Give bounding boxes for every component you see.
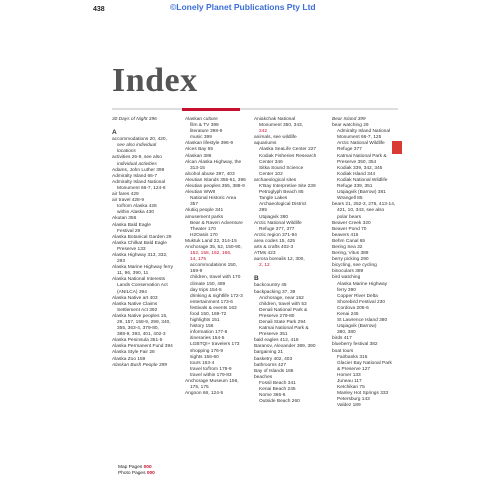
- index-entry: 380, 380: [337, 330, 356, 336]
- index-column-4: [332, 117, 404, 410]
- index-entry: 29, 157, 158-9, 299, 340,: [117, 320, 171, 325]
- index-entry: National Historic Area: [190, 196, 237, 202]
- index-entry: highlights 151: [190, 318, 220, 324]
- index-entry: Manley Hot Springs 333: [337, 391, 389, 397]
- index-entry: Alaska Marine Highway: [337, 281, 388, 287]
- index-entry: Alutiiq people 341: [185, 208, 224, 214]
- index-entry: Preserve 133: [117, 246, 146, 252]
- index-entry: Adams, John Luther 399: [112, 167, 165, 173]
- index-entry: Anchorage 35, 52, 150-90,: [185, 244, 242, 250]
- index-entry: 421, 10, 343, see also: [337, 208, 385, 214]
- index-entry: itineraries 154-5: [190, 336, 225, 342]
- index-entry: Beaver Creek 320: [332, 220, 371, 226]
- index-entry: Juneau 117: [337, 379, 362, 385]
- index-entry: festivals & events 163: [190, 305, 237, 311]
- index-entry: Katmai National Park &: [259, 326, 309, 332]
- index-column-1: [112, 117, 176, 369]
- index-entry: beavers 415: [332, 232, 359, 238]
- index-entry: bald eagles 412, 418: [254, 338, 299, 344]
- index-letter-heading: A: [112, 129, 117, 137]
- index-entry: music 399: [190, 135, 212, 141]
- index-entry: aquariums: [254, 141, 277, 147]
- index-entry: Alaska Native peoples 15,: [112, 313, 168, 319]
- index-entry: history 156: [190, 324, 214, 330]
- index-entry: Refuge 377, 377: [259, 226, 295, 232]
- index-entry: within Alaska 430: [117, 210, 155, 216]
- legend-map-pages: Map Pages 000: [118, 465, 152, 470]
- page-title: Index: [112, 62, 198, 99]
- index-entry: see also individual: [117, 143, 157, 149]
- index-entry: boat tours: [332, 348, 354, 354]
- index-entry: food 150, 169-72: [190, 312, 227, 317]
- index-entry: bathrooms 427: [254, 362, 286, 368]
- index-entry: Monument 66-7, 124-6: [117, 185, 166, 191]
- index-entry: Valdez 189: [337, 403, 361, 409]
- index-entry: aurora borealis 12, 300,: [254, 257, 305, 263]
- index-entry: Baranov, Alexander 389, 390: [254, 344, 316, 350]
- legend: [118, 465, 155, 477]
- index-entry: ferry 390: [337, 287, 356, 293]
- index-entry: travel to/from 178-9: [190, 366, 232, 372]
- title-accent-rule: [182, 108, 240, 111]
- index-entry: Monument 350, 343,: [259, 123, 304, 129]
- index-entry: backcountry 45: [254, 283, 287, 289]
- index-entry: Monument 66-7, 125: [337, 135, 382, 141]
- index-entry: Aleutian Islands 355-61, 396: [185, 177, 246, 183]
- index-entry: Kodiak Fisheries Research: [259, 153, 317, 159]
- index-column-2: [185, 117, 245, 397]
- index-entry: Kodiak Island 344: [337, 171, 376, 177]
- index-entry: locations: [117, 149, 136, 155]
- index-entry: information 177-8: [190, 330, 228, 336]
- index-entry: activities 26-9, see also: [112, 155, 162, 161]
- index-entry: Sitka Sound Science: [259, 165, 304, 171]
- index-entry: alcohol abuse 397, 403: [185, 171, 235, 177]
- index-entry: 357: [190, 202, 199, 208]
- index-entry: climate 150, 489: [190, 281, 226, 287]
- index-entry: Aleutian peoples 355, 388-9: [185, 184, 245, 190]
- index-entry: beaches: [254, 374, 273, 380]
- index-entry: Kenai Beach 245: [259, 387, 296, 393]
- index-entry: Kodiak 339, 342, 345: [337, 165, 383, 171]
- index-entry: Muktuk Land 22, 314-15: [185, 238, 237, 244]
- index-entry: Alaska Native Claims: [112, 301, 158, 307]
- index-entry: Cordova 205-6: [337, 305, 369, 311]
- index-entry: Refuge 377: [337, 147, 362, 153]
- index-entry: Aleutian WWII: [185, 190, 216, 196]
- index-entry: travel within 179-83: [190, 372, 232, 378]
- index-entry: 295: [259, 208, 268, 214]
- index-entry: 14, 175: [190, 257, 207, 263]
- index-entry: Utqiagvik 380: [259, 214, 289, 220]
- index-entry: Alaska Marine Highway ferry: [112, 265, 174, 271]
- index-entry: Archaeological District: [259, 202, 307, 208]
- legend-photo-pages: Photo Pages 000: [118, 471, 155, 476]
- index-entry: Alaska SeaLife Center 227: [259, 147, 317, 153]
- index-entry: Admiralty Island National: [112, 179, 166, 185]
- index-entry: Beaver Pond 70: [332, 226, 367, 232]
- title-rule: [112, 108, 398, 110]
- index-entry: St Lawrence Island 380: [337, 318, 388, 324]
- index-entry: Glacier Bay National Park: [337, 360, 392, 366]
- index-entry: Denali State Park 294: [259, 320, 306, 325]
- index-entry: Kenai 245: [337, 312, 359, 317]
- index-entry: Bear & Raven Adventure: [190, 220, 243, 226]
- index-entry: Katmai National Park &: [337, 153, 387, 159]
- index-entry: K'Bay Interpretive Site 239: [259, 184, 316, 190]
- index-entry: Theater 170: [190, 226, 216, 232]
- index-entry: Anchorage Museum 156,: [185, 379, 239, 385]
- index-entry: accommodations 20, 420,: [112, 137, 167, 143]
- index-entry: Petroglyph Beach 85: [259, 190, 304, 196]
- index-entry: Angoon 66, 124-5: [185, 391, 224, 397]
- index-entry: 152, 158, 162, 166,: [190, 251, 232, 257]
- index-entry: Fairbanks 315: [337, 354, 368, 360]
- index-entry: individual activities: [117, 161, 157, 167]
- index-entry: Utqiagvik (Barrow) 381: [337, 190, 386, 196]
- index-entry: arts & crafts 402-3: [254, 244, 294, 250]
- page-number: 438: [93, 6, 105, 13]
- index-entry: archaeological sites: [254, 177, 297, 183]
- publisher-watermark: ©Lonely Planet Publications Pty Ltd: [170, 2, 316, 12]
- index-entry: 2, 12: [259, 263, 270, 269]
- index-entry: Behm Canal 65: [332, 238, 366, 244]
- index-entry: 313-15: [190, 165, 205, 171]
- index-entry: Alaska Zoo 159: [112, 356, 146, 362]
- index-entry: Alaska National Interests: [112, 277, 166, 283]
- index-entry: film & TV 399: [190, 123, 219, 129]
- section-thumb-tab: [392, 141, 402, 154]
- index-entry: birds 417: [332, 336, 352, 342]
- index-entry: bird watching: [332, 275, 361, 281]
- index-entry: Bay of Islands 186: [254, 368, 294, 374]
- index-entry: 11, 96, 390, 11: [117, 271, 149, 277]
- index-column-3: [254, 117, 324, 405]
- index-entry: day trips 154-5: [190, 287, 222, 293]
- index-entry: Arctic region 371-94: [254, 232, 297, 238]
- index-entry: drinking & nightlife 172-3: [190, 293, 243, 299]
- index-entry: Preserve 351: [259, 332, 288, 338]
- index-entry: Arctic National Wildlife: [254, 220, 302, 226]
- index-entry: Bering, Vitus 389: [332, 251, 369, 257]
- index-entry: Alaska Chilkat Bald Eagle: [112, 240, 167, 246]
- index-entry: Alaska Permanent Fund 394: [112, 344, 173, 350]
- index-entry: Kodiak National Wildlife: [337, 177, 388, 183]
- index-entry: Bering Sea 32: [332, 244, 363, 250]
- index-entry: Alcan Alaska Highway, the: [185, 159, 242, 165]
- index-entry: Tangle Lakes: [259, 196, 288, 202]
- index-entry: 169-9: [190, 269, 203, 275]
- index-entry: Outside Beach 260: [259, 399, 300, 405]
- index-entry: ATMs 423: [254, 251, 276, 257]
- index-entry: Preserve 279-80: [259, 313, 295, 319]
- index-entry: (ANILCA) 394: [117, 289, 147, 295]
- index-entry: Alaska Style Fair 28: [112, 350, 155, 356]
- index-entry: Alces Bay 65: [185, 147, 213, 153]
- index-entry: berry picking 290: [332, 257, 369, 263]
- index-entry: Nome 365-6: [259, 393, 286, 399]
- index-entry: Alaskan Bush People 399: [112, 362, 167, 368]
- index-entry: air fares 429: [112, 192, 139, 198]
- index-entry: Center 346: [259, 159, 283, 165]
- index-entry: Alaskan culture: [185, 117, 218, 122]
- index-entry: LGBTQI+ travelers 173: [190, 342, 240, 348]
- index-entry: entertainment 173-6: [190, 299, 233, 305]
- index-entry: Wrangell 85: [337, 196, 363, 202]
- index-entry: Center 102: [259, 171, 283, 177]
- index-entry: Preserve 350, 354: [337, 159, 377, 165]
- index-entry: Utqiagvik (Barrow): [337, 324, 377, 330]
- index-entry: basketry 402, 403: [254, 356, 293, 362]
- index-entry: bargaining 21: [254, 350, 284, 356]
- index-entry: Lands Conservation Act: [117, 283, 168, 289]
- index-letter-heading: B: [254, 275, 259, 283]
- index-entry: children, travel with 170: [190, 275, 241, 281]
- index-entry: Alaska Native art 403: [112, 295, 158, 301]
- index-entry: 355, 363-4, 379-80,: [117, 326, 159, 332]
- index-entry: Alaska Peninsula 351-5: [112, 338, 163, 344]
- index-entry: blueberry festival 382: [332, 342, 378, 348]
- index-entry: literature 398-9: [190, 129, 223, 135]
- index-entry: binoculars 389: [332, 269, 364, 275]
- index-entry: 242: [259, 129, 268, 135]
- index-entry: tours 163-4: [190, 360, 215, 366]
- index-entry: Ketchikan 75: [337, 385, 365, 391]
- index-entry: Alaskan lifestyle 396-9: [185, 141, 233, 147]
- index-entry: & Preserve 127: [337, 366, 371, 372]
- index-entry: area codes 15, 425: [254, 238, 296, 244]
- index-entry: Alaska Highway 313, 332,: [112, 252, 168, 258]
- index-entry: 175, 175: [190, 385, 209, 391]
- index-entry: shopping 176-9: [190, 348, 224, 354]
- index-entry: Bear Island 399: [332, 117, 366, 122]
- index-entry: amusement parks: [185, 214, 224, 220]
- index-entry: air travel 428-9: [112, 198, 144, 204]
- index-entry: Petersburg 143: [337, 397, 370, 403]
- index-entry: Alaska Bald Eagle: [112, 222, 151, 228]
- index-entry: accommodations 150,: [190, 263, 237, 269]
- index-entry: Anchorage, near 152: [259, 295, 304, 301]
- index-entry: 388-9, 393, 401, 402-3: [117, 332, 166, 338]
- index-entry: H2Oasis 170: [190, 232, 218, 238]
- index-entry: sights 156-60: [190, 354, 219, 360]
- index-entry: Shorebird Festival 230: [337, 299, 385, 305]
- index-entry: 30 Days of Night 396: [112, 117, 157, 122]
- index-entry: Alaska Botanical Garden 29: [112, 234, 172, 240]
- index-entry: Aniakchak National: [254, 117, 296, 122]
- index-entry: bicycling, see cycling: [332, 263, 377, 269]
- index-entry: Arctic National Wildlife: [337, 141, 385, 147]
- index-entry: Admiralty Island 66-7: [112, 173, 158, 179]
- index-entry: to/from Alaska 428: [117, 204, 157, 210]
- index-entry: polar bears: [337, 214, 361, 220]
- index-entry: animals, see wildlife: [254, 135, 297, 141]
- index-entry: Refuge 339, 351: [337, 184, 373, 190]
- index-entry: children, travel with 53: [259, 301, 307, 307]
- index-entry: Copper River Delta: [337, 293, 378, 299]
- index-entry: Settlement Act 392: [117, 307, 158, 313]
- index-entry: 293: [117, 259, 126, 265]
- index-entry: Homer 133: [337, 372, 361, 378]
- index-entry: bear watching 29: [332, 123, 369, 129]
- index-entry: Akutan 356: [112, 216, 137, 222]
- index-entry: bears 21, 252-3, 276, 413-14,: [332, 202, 396, 208]
- index-entry: Denali National Park &: [259, 307, 308, 313]
- index-entry: backpacking 37, 39: [254, 289, 296, 295]
- index-entry: Admiralty Island National: [337, 129, 391, 135]
- index-entry: Alaskan 386: [185, 153, 212, 159]
- index-entry: Fossil Beach 341: [259, 380, 296, 386]
- index-entry: Festival 29: [117, 228, 141, 234]
